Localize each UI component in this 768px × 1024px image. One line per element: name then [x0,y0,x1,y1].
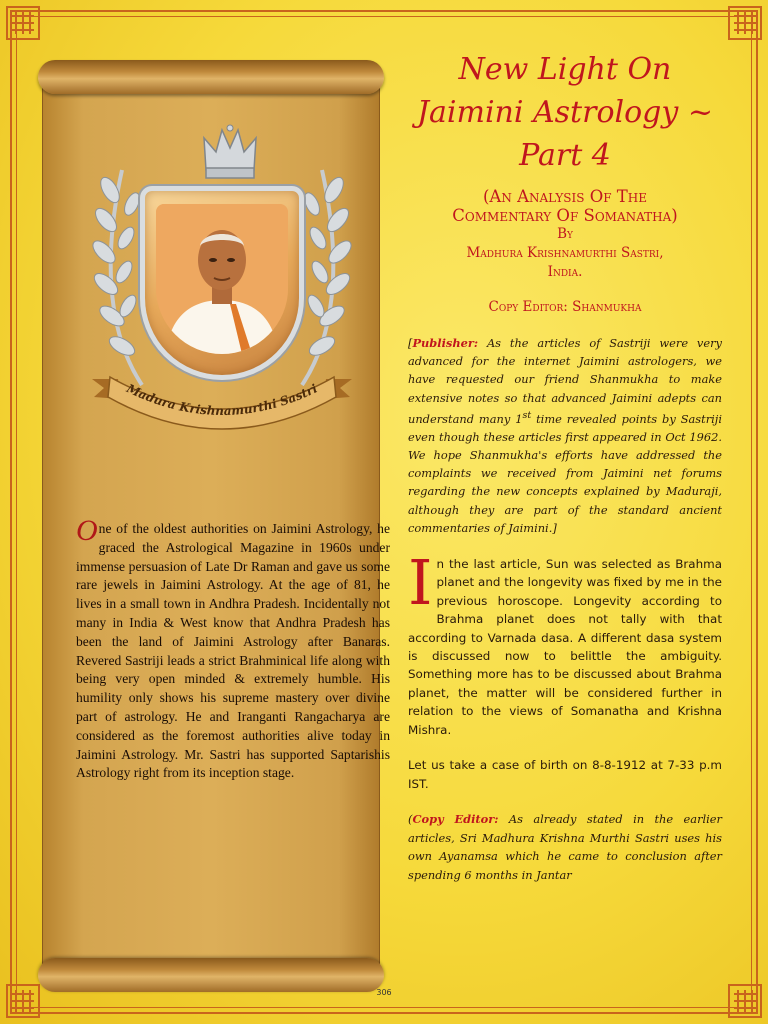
author-bio [76,514,390,783]
page-number: 306 [376,988,392,997]
subtitle-line: Commentary Of Somanatha) [452,206,678,225]
crown-icon [200,120,260,182]
byline-by: By [557,226,573,242]
article-title [408,48,722,177]
publisher-note: [Publisher: As the articles of Sastriji were very advanced for the internet Jaimini astrologers, we have requested our friend Shanmukha to make extensive notes so that advanced Jaimini adepts can understand many 1st time revealed points by Sastriji even though these articles first appeared in Oct 1962. We hope Shanmukha's efforts have addressed the complaints we received from Jaimini net forums regarding the new concepts explained by Maduraji, although they are part of the standard ancient commentaries of Jaimini.] [408,336,722,535]
article-column [408,48,722,884]
publisher-sup: st [522,409,532,421]
title-line: Jaimini Astrology ~ [416,95,713,130]
copy-editor-note [408,810,722,884]
title-line: Part 4 [519,138,611,173]
copy-editor-text: As already stated in the earlier articles, Sri Madhura Krishna Murthi Sastri uses his own Ayanamsa which he came to conclusion after spending 6 months in Jantar [408,811,722,882]
publisher-text-2: time revealed points by Sastriji even though these articles first appeared in Oct 1962. We hope Shanmukha's efforts have addressed the complaints we received from Jaimini net forums regarding the new concepts explained by Maduraji, although they are part of the standard ancient commentaries of Jaimini.] [408,411,722,535]
article-subtitle [408,187,722,225]
title-line: New Light On [458,52,672,87]
copy-editor-credit: Copy Editor: Shanmukha [488,299,642,315]
corner-knot-icon [6,6,40,40]
publisher-label: Publisher: [412,336,479,350]
name-ribbon [90,375,354,445]
author-portrait [156,204,288,354]
ce-open-paren: ( [408,811,413,826]
subtitle-line: (An Analysis Of The [482,187,648,206]
copy-editor-label: Copy Editor: [412,811,499,826]
corner-knot-icon [728,6,762,40]
para1-text: n the last article, Sun was selected as Brahma planet and the longevity was fixed by me in the previous horoscope. Longevity according to Brahma planet does not tally with that according to Varnada dasa. A different dasa system is discussed now to belittle the ambiguity. Something more has to be discussed about Brahma planet, the matter will be considered further in relation to the views of Somanatha and Krishna Mishra. [408,557,722,737]
scroll-bottom-roll [38,958,384,992]
author-name: Madhura Krishnamurthi Sastri, [466,245,664,261]
bio-text: ne of the oldest authorities on Jaimini Astrology, he graced the Astrological Magazine in 1960s under immense persuasion of Late Dr Raman and gave us some rare jewels in Jaimini Astrology. At the age of 81, he lives in a small town in Andhra Pradesh. Incidentally not many in India & West know that Andhra Pradesh has been the land of Jaimini Astrology after Banaras. Revered Sastriji leads a strict Brahminical life along with being very open minded & extremely humble. His humility only shows his supreme mastery over divine part of astrology. He and Iranganti Rangacharya are considered as the foremost authorities alive today in Jaimini Astrology. Mr. Sastri has supported Saptarishis Astrology right from its inception stage. [76,521,390,781]
body-paragraph-1 [408,546,722,739]
body-dropcap: I [408,546,433,620]
publisher-text-1: As the articles of Sastriji were very advanced for the internet Jaimini astrologers, we have requested our friend Shanmukha to make extensive notes so that advanced Jaimini adepts can understand many 1 [408,336,722,426]
author-byline [408,225,722,282]
author-country: India. [547,264,583,280]
ribbon-name-text: Madura Krishnamurthi Sastri [124,381,320,419]
parchment-scroll [30,60,392,992]
bio-dropcap: O [76,514,98,547]
body-paragraph-2: Let us take a case of birth on 8-8-1912 at 7-33 p.m IST. [408,758,722,791]
scroll-top-roll [38,60,384,94]
author-crest [92,120,352,460]
